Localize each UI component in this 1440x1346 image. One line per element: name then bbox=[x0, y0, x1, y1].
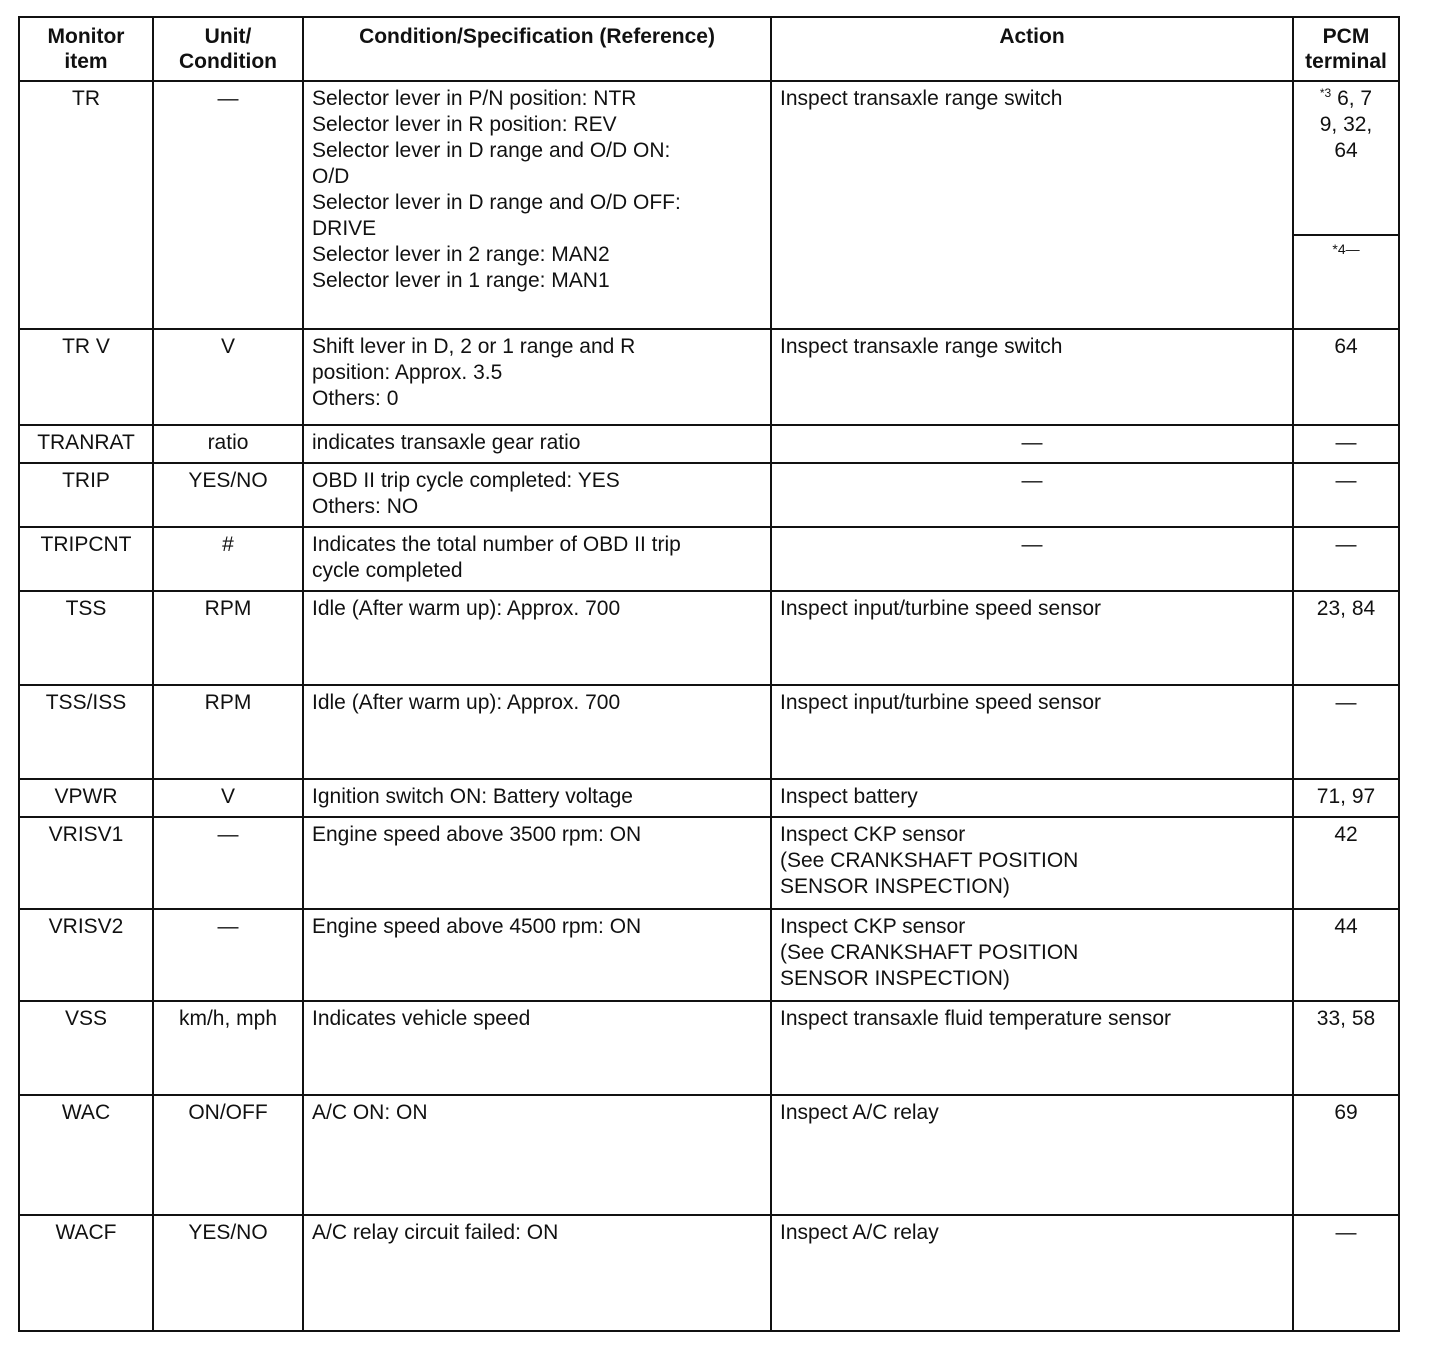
pcm-terminal-cell: 44 bbox=[1293, 909, 1399, 1001]
condition-cell: Shift lever in D, 2 or 1 range and R position: Approx. 3.5 Others: 0 bbox=[303, 329, 771, 425]
unit-cell: km/h, mph bbox=[153, 1001, 303, 1095]
unit-cell: V bbox=[153, 329, 303, 425]
unit-cell: V bbox=[153, 779, 303, 817]
monitor-item-table-container bbox=[18, 16, 1400, 1332]
table-row bbox=[19, 81, 1399, 329]
monitor-item-cell: VRISV1 bbox=[19, 817, 153, 909]
action-cell: — bbox=[771, 425, 1293, 463]
unit-cell: — bbox=[153, 909, 303, 1001]
table-row bbox=[19, 527, 1399, 591]
monitor-item-cell: WAC bbox=[19, 1095, 153, 1215]
table-row bbox=[19, 463, 1399, 527]
unit-cell: RPM bbox=[153, 591, 303, 685]
monitor-item-table bbox=[18, 16, 1400, 1332]
unit-cell: ON/OFF bbox=[153, 1095, 303, 1215]
unit-cell: YES/NO bbox=[153, 1215, 303, 1331]
condition-cell: indicates transaxle gear ratio bbox=[303, 425, 771, 463]
monitor-item-cell: VRISV2 bbox=[19, 909, 153, 1001]
monitor-item-cell: TRANRAT bbox=[19, 425, 153, 463]
unit-cell: — bbox=[153, 81, 303, 329]
action-cell: Inspect A/C relay bbox=[771, 1215, 1293, 1331]
monitor-item-cell: VSS bbox=[19, 1001, 153, 1095]
pcm-terminal-cell: 33, 58 bbox=[1293, 1001, 1399, 1095]
condition-cell: Indicates vehicle speed bbox=[303, 1001, 771, 1095]
condition-cell: Indicates the total number of OBD II trip cycle completed bbox=[303, 527, 771, 591]
table-row bbox=[19, 591, 1399, 685]
pcm-terminal-cell bbox=[1293, 81, 1399, 329]
header-monitor-item: Monitor item bbox=[19, 17, 153, 81]
table-row bbox=[19, 685, 1399, 779]
table-row bbox=[19, 909, 1399, 1001]
action-cell: — bbox=[771, 463, 1293, 527]
condition-cell: Idle (After warm up): Approx. 700 bbox=[303, 685, 771, 779]
monitor-item-cell: TR bbox=[19, 81, 153, 329]
table-row bbox=[19, 1095, 1399, 1215]
pcm-terminal-cell: 71, 97 bbox=[1293, 779, 1399, 817]
header-condition-specification: Condition/Specification (Reference) bbox=[303, 17, 771, 81]
condition-cell: Idle (After warm up): Approx. 700 bbox=[303, 591, 771, 685]
pcm-terminal-cell: — bbox=[1293, 527, 1399, 591]
pcm-terminal-cell: 42 bbox=[1293, 817, 1399, 909]
pcm-terminal-cell: — bbox=[1293, 1215, 1399, 1331]
condition-cell: OBD II trip cycle completed: YES Others: NO bbox=[303, 463, 771, 527]
pcm-terminal-cell: — bbox=[1293, 685, 1399, 779]
monitor-item-cell: VPWR bbox=[19, 779, 153, 817]
action-cell: Inspect input/turbine speed sensor bbox=[771, 591, 1293, 685]
action-cell: Inspect input/turbine speed sensor bbox=[771, 685, 1293, 779]
unit-cell: YES/NO bbox=[153, 463, 303, 527]
action-cell: Inspect A/C relay bbox=[771, 1095, 1293, 1215]
condition-cell: A/C relay circuit failed: ON bbox=[303, 1215, 771, 1331]
action-cell: Inspect transaxle range switch bbox=[771, 81, 1293, 329]
action-cell: Inspect transaxle fluid temperature sensor bbox=[771, 1001, 1293, 1095]
monitor-item-cell: TSS bbox=[19, 591, 153, 685]
monitor-item-cell: TRIP bbox=[19, 463, 153, 527]
action-cell: Inspect CKP sensor (See CRANKSHAFT POSITION SENSOR INSPECTION) bbox=[771, 909, 1293, 1001]
condition-cell: Selector lever in P/N position: NTR Selector lever in R position: REV Selector lever in D range and O/D ON: O/D Selector lever in D range and O/D OFF: DRIVE Selector lever in 2 range: MAN2 Selector lever in 1 range: MAN1 bbox=[303, 81, 771, 329]
monitor-item-cell: TSS/ISS bbox=[19, 685, 153, 779]
header-action: Action bbox=[771, 17, 1293, 81]
condition-cell: Engine speed above 3500 rpm: ON bbox=[303, 817, 771, 909]
pcm-terminal-cell: — bbox=[1293, 425, 1399, 463]
pcm-terminal-cell: 69 bbox=[1293, 1095, 1399, 1215]
action-cell: Inspect battery bbox=[771, 779, 1293, 817]
unit-cell: RPM bbox=[153, 685, 303, 779]
table-row bbox=[19, 1001, 1399, 1095]
monitor-item-cell: TR V bbox=[19, 329, 153, 425]
pcm-terminal-cell: 64 bbox=[1293, 329, 1399, 425]
pcm-terminal-cell: — bbox=[1293, 463, 1399, 527]
condition-cell: A/C ON: ON bbox=[303, 1095, 771, 1215]
pcm-terminal-cell: 23, 84 bbox=[1293, 591, 1399, 685]
condition-cell: Engine speed above 4500 rpm: ON bbox=[303, 909, 771, 1001]
unit-cell: — bbox=[153, 817, 303, 909]
header-pcm-terminal: PCM terminal bbox=[1293, 17, 1399, 81]
unit-cell: ratio bbox=[153, 425, 303, 463]
pcm-terminal-alternate: *4— bbox=[1332, 241, 1360, 257]
table-row bbox=[19, 779, 1399, 817]
unit-cell: # bbox=[153, 527, 303, 591]
table-row bbox=[19, 425, 1399, 463]
monitor-item-cell: WACF bbox=[19, 1215, 153, 1331]
table-row bbox=[19, 817, 1399, 909]
condition-cell: Ignition switch ON: Battery voltage bbox=[303, 779, 771, 817]
header-row bbox=[19, 17, 1399, 81]
table-row bbox=[19, 1215, 1399, 1331]
header-unit-condition: Unit/ Condition bbox=[153, 17, 303, 81]
pcm-terminal-primary: $^{*3}$ 6, 7 9, 32, 64 bbox=[1294, 82, 1398, 236]
monitor-item-cell: TRIPCNT bbox=[19, 527, 153, 591]
action-cell: Inspect CKP sensor (See CRANKSHAFT POSITION SENSOR INSPECTION) bbox=[771, 817, 1293, 909]
action-cell: — bbox=[771, 527, 1293, 591]
table-row bbox=[19, 329, 1399, 425]
action-cell: Inspect transaxle range switch bbox=[771, 329, 1293, 425]
